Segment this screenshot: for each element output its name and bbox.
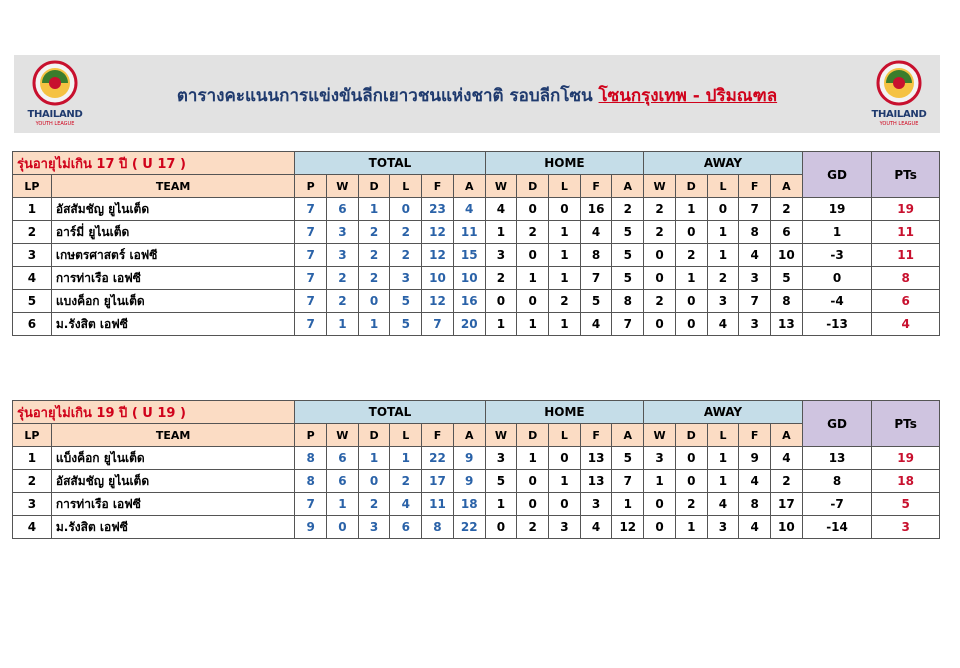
home-stat-cell: 7 <box>612 470 644 493</box>
away-col-header: F <box>739 175 771 198</box>
table-row <box>13 267 940 290</box>
total-stat-cell: 7 <box>422 313 454 336</box>
home-stat-cell: 1 <box>549 313 581 336</box>
away-stat-cell: 0 <box>644 516 676 539</box>
home-stat-cell: 4 <box>580 516 612 539</box>
points-cell: 11 <box>872 221 940 244</box>
home-col-header: W <box>485 424 517 447</box>
goal-difference-cell: -14 <box>802 516 872 539</box>
home-stat-cell: 1 <box>517 267 549 290</box>
home-stat-cell: 5 <box>612 221 644 244</box>
goal-difference-cell: 19 <box>802 198 872 221</box>
total-stat-cell: 12 <box>422 221 454 244</box>
home-stat-cell: 0 <box>517 290 549 313</box>
away-stat-cell: 8 <box>771 290 803 313</box>
total-stat-cell: 2 <box>358 244 390 267</box>
home-col-header: F <box>580 175 612 198</box>
home-stat-cell: 3 <box>485 447 517 470</box>
home-stat-cell: 5 <box>580 290 612 313</box>
total-stat-cell: 7 <box>295 198 327 221</box>
away-stat-cell: 1 <box>707 244 739 267</box>
away-stat-cell: 2 <box>644 198 676 221</box>
group-header-row <box>13 401 940 424</box>
away-stat-cell: 3 <box>739 313 771 336</box>
total-col-header: P <box>295 175 327 198</box>
total-stat-cell: 6 <box>327 198 359 221</box>
total-stat-cell: 16 <box>453 290 485 313</box>
total-col-header: L <box>390 424 422 447</box>
total-stat-cell: 7 <box>295 313 327 336</box>
away-stat-cell: 3 <box>707 290 739 313</box>
away-stat-cell: 8 <box>739 221 771 244</box>
home-col-header: D <box>517 175 549 198</box>
logo-text: THAILAND <box>871 109 927 120</box>
home-col-header: L <box>549 175 581 198</box>
team-name-cell: ม.รังสิต เอฟซี <box>51 313 294 336</box>
home-stat-cell: 3 <box>580 493 612 516</box>
home-stat-cell: 1 <box>549 221 581 244</box>
home-header: HOME <box>485 152 644 175</box>
total-stat-cell: 1 <box>358 313 390 336</box>
home-stat-cell: 1 <box>517 313 549 336</box>
away-stat-cell: 5 <box>771 267 803 290</box>
position-cell: 2 <box>13 470 52 493</box>
total-stat-cell: 8 <box>295 470 327 493</box>
away-col-header: W <box>644 424 676 447</box>
points-cell: 6 <box>872 290 940 313</box>
team-name-cell: ม.รังสิต เอฟซี <box>51 516 294 539</box>
total-col-header: D <box>358 424 390 447</box>
home-stat-cell: 0 <box>517 493 549 516</box>
thailand-youth-league-logo <box>864 59 934 129</box>
column-header-row <box>13 175 940 198</box>
home-stat-cell: 8 <box>612 290 644 313</box>
home-stat-cell: 16 <box>580 198 612 221</box>
home-stat-cell: 7 <box>612 313 644 336</box>
total-stat-cell: 7 <box>295 493 327 516</box>
position-cell: 1 <box>13 198 52 221</box>
goal-difference-cell: 8 <box>802 470 872 493</box>
total-stat-cell: 3 <box>327 221 359 244</box>
total-stat-cell: 6 <box>327 447 359 470</box>
away-stat-cell: 4 <box>707 313 739 336</box>
logo-subtext: YOUTH LEAGUE <box>35 121 75 127</box>
away-col-header: W <box>644 175 676 198</box>
team-header: TEAM <box>51 175 294 198</box>
home-stat-cell: 5 <box>612 267 644 290</box>
total-col-header: F <box>422 424 454 447</box>
total-stat-cell: 10 <box>453 267 485 290</box>
points-cell: 18 <box>872 470 940 493</box>
away-stat-cell: 0 <box>644 267 676 290</box>
total-stat-cell: 7 <box>295 290 327 313</box>
table-row <box>13 198 940 221</box>
home-stat-cell: 2 <box>612 198 644 221</box>
home-stat-cell: 0 <box>485 290 517 313</box>
home-stat-cell: 0 <box>549 493 581 516</box>
away-stat-cell: 6 <box>771 221 803 244</box>
total-stat-cell: 9 <box>453 470 485 493</box>
team-name-cell: อัสสัมชัญ ยูไนเต็ด <box>51 198 294 221</box>
away-stat-cell: 0 <box>707 198 739 221</box>
total-col-header: F <box>422 175 454 198</box>
total-stat-cell: 0 <box>358 470 390 493</box>
pts-header: PTs <box>872 152 940 198</box>
home-stat-cell: 5 <box>485 470 517 493</box>
goal-difference-cell: 13 <box>802 447 872 470</box>
table-row <box>13 244 940 267</box>
home-stat-cell: 1 <box>549 267 581 290</box>
standings-table-u17 <box>12 151 940 336</box>
away-stat-cell: 0 <box>644 313 676 336</box>
goal-difference-cell: -3 <box>802 244 872 267</box>
points-cell: 8 <box>872 267 940 290</box>
away-stat-cell: 4 <box>739 516 771 539</box>
home-col-header: F <box>580 424 612 447</box>
away-stat-cell: 0 <box>675 313 707 336</box>
away-stat-cell: 2 <box>644 221 676 244</box>
away-stat-cell: 1 <box>675 267 707 290</box>
header-banner <box>14 55 940 133</box>
away-col-header: F <box>739 424 771 447</box>
position-cell: 4 <box>13 267 52 290</box>
home-stat-cell: 0 <box>485 516 517 539</box>
home-stat-cell: 1 <box>485 313 517 336</box>
table-row <box>13 516 940 539</box>
total-stat-cell: 2 <box>358 267 390 290</box>
away-col-header: D <box>675 424 707 447</box>
away-stat-cell: 1 <box>675 198 707 221</box>
away-col-header: L <box>707 175 739 198</box>
home-stat-cell: 2 <box>517 516 549 539</box>
total-stat-cell: 17 <box>422 470 454 493</box>
home-stat-cell: 1 <box>549 470 581 493</box>
points-cell: 5 <box>872 493 940 516</box>
away-stat-cell: 4 <box>771 447 803 470</box>
team-name-cell: การท่าเรือ เอฟซี <box>51 267 294 290</box>
home-stat-cell: 5 <box>612 244 644 267</box>
total-col-header: P <box>295 424 327 447</box>
total-stat-cell: 2 <box>390 221 422 244</box>
total-stat-cell: 9 <box>295 516 327 539</box>
total-stat-cell: 3 <box>358 516 390 539</box>
away-stat-cell: 1 <box>707 447 739 470</box>
home-stat-cell: 0 <box>517 198 549 221</box>
goal-difference-cell: 0 <box>802 267 872 290</box>
away-header: AWAY <box>644 152 803 175</box>
total-stat-cell: 2 <box>327 290 359 313</box>
home-col-header: A <box>612 424 644 447</box>
away-stat-cell: 4 <box>707 493 739 516</box>
total-stat-cell: 3 <box>327 244 359 267</box>
team-name-cell: การท่าเรือ เอฟซี <box>51 493 294 516</box>
away-stat-cell: 9 <box>739 447 771 470</box>
total-stat-cell: 1 <box>327 493 359 516</box>
away-stat-cell: 1 <box>675 516 707 539</box>
away-stat-cell: 3 <box>739 267 771 290</box>
total-header: TOTAL <box>295 152 485 175</box>
column-header-row <box>13 424 940 447</box>
away-stat-cell: 10 <box>771 516 803 539</box>
away-stat-cell: 0 <box>675 447 707 470</box>
position-cell: 5 <box>13 290 52 313</box>
total-stat-cell: 7 <box>295 221 327 244</box>
team-name-cell: อาร์มี่ ยูไนเต็ด <box>51 221 294 244</box>
total-stat-cell: 1 <box>390 447 422 470</box>
total-col-header: D <box>358 175 390 198</box>
away-stat-cell: 7 <box>739 198 771 221</box>
position-cell: 4 <box>13 516 52 539</box>
points-cell: 3 <box>872 516 940 539</box>
total-stat-cell: 7 <box>295 267 327 290</box>
total-stat-cell: 2 <box>390 244 422 267</box>
total-stat-cell: 12 <box>422 244 454 267</box>
home-header: HOME <box>485 401 644 424</box>
home-stat-cell: 1 <box>517 447 549 470</box>
position-cell: 6 <box>13 313 52 336</box>
team-name-cell: เกษตรศาสตร์ เอฟซี <box>51 244 294 267</box>
total-stat-cell: 23 <box>422 198 454 221</box>
position-cell: 1 <box>13 447 52 470</box>
total-stat-cell: 8 <box>422 516 454 539</box>
total-stat-cell: 15 <box>453 244 485 267</box>
gd-header: GD <box>802 401 872 447</box>
title-text: ตารางคะแนนการแข่งขันลีกเยาวชนแห่งชาติ รอบลีกโซน <box>176 86 593 106</box>
home-stat-cell: 1 <box>612 493 644 516</box>
age-group-label: รุ่นอายุไม่เกิน 19 ปี ( U 19 ) <box>13 401 295 424</box>
total-stat-cell: 3 <box>390 267 422 290</box>
away-stat-cell: 1 <box>707 470 739 493</box>
gd-header: GD <box>802 152 872 198</box>
home-stat-cell: 1 <box>549 244 581 267</box>
total-stat-cell: 2 <box>327 267 359 290</box>
away-stat-cell: 0 <box>644 244 676 267</box>
total-stat-cell: 5 <box>390 290 422 313</box>
table-row <box>13 221 940 244</box>
lp-header: LP <box>13 175 52 198</box>
home-stat-cell: 7 <box>580 267 612 290</box>
away-col-header: A <box>771 175 803 198</box>
position-cell: 3 <box>13 244 52 267</box>
home-stat-cell: 1 <box>485 493 517 516</box>
page-title <box>14 82 940 109</box>
away-stat-cell: 3 <box>644 447 676 470</box>
home-stat-cell: 2 <box>517 221 549 244</box>
goal-difference-cell: -13 <box>802 313 872 336</box>
away-stat-cell: 2 <box>644 290 676 313</box>
table-row <box>13 290 940 313</box>
away-stat-cell: 10 <box>771 244 803 267</box>
position-cell: 3 <box>13 493 52 516</box>
away-header: AWAY <box>644 401 803 424</box>
home-stat-cell: 3 <box>485 244 517 267</box>
pts-header: PTs <box>872 401 940 447</box>
home-stat-cell: 0 <box>517 244 549 267</box>
total-col-header: W <box>327 424 359 447</box>
logo-text: THAILAND <box>27 109 83 120</box>
team-name-cell: แบ็งค็อก ยูไนเต็ด <box>51 447 294 470</box>
total-stat-cell: 9 <box>453 447 485 470</box>
total-stat-cell: 5 <box>390 313 422 336</box>
away-stat-cell: 0 <box>644 493 676 516</box>
standings-table-u19 <box>12 400 940 539</box>
total-stat-cell: 7 <box>295 244 327 267</box>
home-stat-cell: 1 <box>485 221 517 244</box>
table-row <box>13 470 940 493</box>
away-stat-cell: 3 <box>707 516 739 539</box>
total-stat-cell: 2 <box>358 221 390 244</box>
total-stat-cell: 0 <box>358 290 390 313</box>
total-stat-cell: 4 <box>390 493 422 516</box>
away-stat-cell: 8 <box>739 493 771 516</box>
away-stat-cell: 4 <box>739 470 771 493</box>
home-col-header: W <box>485 175 517 198</box>
table-row <box>13 447 940 470</box>
home-stat-cell: 3 <box>549 516 581 539</box>
total-col-header: W <box>327 175 359 198</box>
home-stat-cell: 13 <box>580 470 612 493</box>
away-stat-cell: 7 <box>739 290 771 313</box>
total-stat-cell: 0 <box>390 198 422 221</box>
total-col-header: A <box>453 175 485 198</box>
home-stat-cell: 2 <box>485 267 517 290</box>
away-stat-cell: 2 <box>675 493 707 516</box>
home-stat-cell: 0 <box>517 470 549 493</box>
total-stat-cell: 20 <box>453 313 485 336</box>
away-stat-cell: 2 <box>675 244 707 267</box>
away-stat-cell: 17 <box>771 493 803 516</box>
home-stat-cell: 2 <box>549 290 581 313</box>
points-cell: 11 <box>872 244 940 267</box>
home-stat-cell: 4 <box>580 313 612 336</box>
home-stat-cell: 5 <box>612 447 644 470</box>
goal-difference-cell: -4 <box>802 290 872 313</box>
team-header: TEAM <box>51 424 294 447</box>
table-row <box>13 313 940 336</box>
total-stat-cell: 10 <box>422 267 454 290</box>
away-stat-cell: 2 <box>771 198 803 221</box>
home-stat-cell: 8 <box>580 244 612 267</box>
team-name-cell: แบงค็อก ยูไนเต็ด <box>51 290 294 313</box>
home-stat-cell: 13 <box>580 447 612 470</box>
total-stat-cell: 11 <box>422 493 454 516</box>
home-col-header: A <box>612 175 644 198</box>
total-stat-cell: 1 <box>358 198 390 221</box>
home-col-header: L <box>549 424 581 447</box>
team-name-cell: อัสสัมชัญ ยูไนเต็ด <box>51 470 294 493</box>
total-stat-cell: 1 <box>358 447 390 470</box>
away-stat-cell: 0 <box>675 470 707 493</box>
total-stat-cell: 12 <box>422 290 454 313</box>
age-group-label: รุ่นอายุไม่เกิน 17 ปี ( U 17 ) <box>13 152 295 175</box>
total-stat-cell: 8 <box>295 447 327 470</box>
total-stat-cell: 6 <box>327 470 359 493</box>
total-stat-cell: 4 <box>453 198 485 221</box>
home-stat-cell: 4 <box>485 198 517 221</box>
zone-text: โซนกรุงเทพ - ปริมณฑล <box>598 86 778 106</box>
position-cell: 2 <box>13 221 52 244</box>
away-stat-cell: 0 <box>675 290 707 313</box>
total-stat-cell: 22 <box>422 447 454 470</box>
goal-difference-cell: -7 <box>802 493 872 516</box>
lp-header: LP <box>13 424 52 447</box>
points-cell: 4 <box>872 313 940 336</box>
total-stat-cell: 6 <box>390 516 422 539</box>
total-header: TOTAL <box>295 401 485 424</box>
logo-subtext: YOUTH LEAGUE <box>879 121 919 127</box>
group-header-row <box>13 152 940 175</box>
away-stat-cell: 4 <box>739 244 771 267</box>
total-stat-cell: 11 <box>453 221 485 244</box>
away-col-header: A <box>771 424 803 447</box>
away-col-header: D <box>675 175 707 198</box>
home-col-header: D <box>517 424 549 447</box>
away-stat-cell: 13 <box>771 313 803 336</box>
away-col-header: L <box>707 424 739 447</box>
home-stat-cell: 0 <box>549 447 581 470</box>
total-stat-cell: 18 <box>453 493 485 516</box>
points-cell: 19 <box>872 447 940 470</box>
points-cell: 19 <box>872 198 940 221</box>
away-stat-cell: 1 <box>707 221 739 244</box>
away-stat-cell: 1 <box>644 470 676 493</box>
away-stat-cell: 2 <box>707 267 739 290</box>
home-stat-cell: 12 <box>612 516 644 539</box>
total-stat-cell: 0 <box>327 516 359 539</box>
home-stat-cell: 4 <box>580 221 612 244</box>
away-stat-cell: 0 <box>675 221 707 244</box>
total-col-header: L <box>390 175 422 198</box>
home-stat-cell: 0 <box>549 198 581 221</box>
total-stat-cell: 22 <box>453 516 485 539</box>
total-stat-cell: 2 <box>358 493 390 516</box>
away-stat-cell: 2 <box>771 470 803 493</box>
goal-difference-cell: 1 <box>802 221 872 244</box>
total-col-header: A <box>453 424 485 447</box>
table-row <box>13 493 940 516</box>
total-stat-cell: 1 <box>327 313 359 336</box>
total-stat-cell: 2 <box>390 470 422 493</box>
